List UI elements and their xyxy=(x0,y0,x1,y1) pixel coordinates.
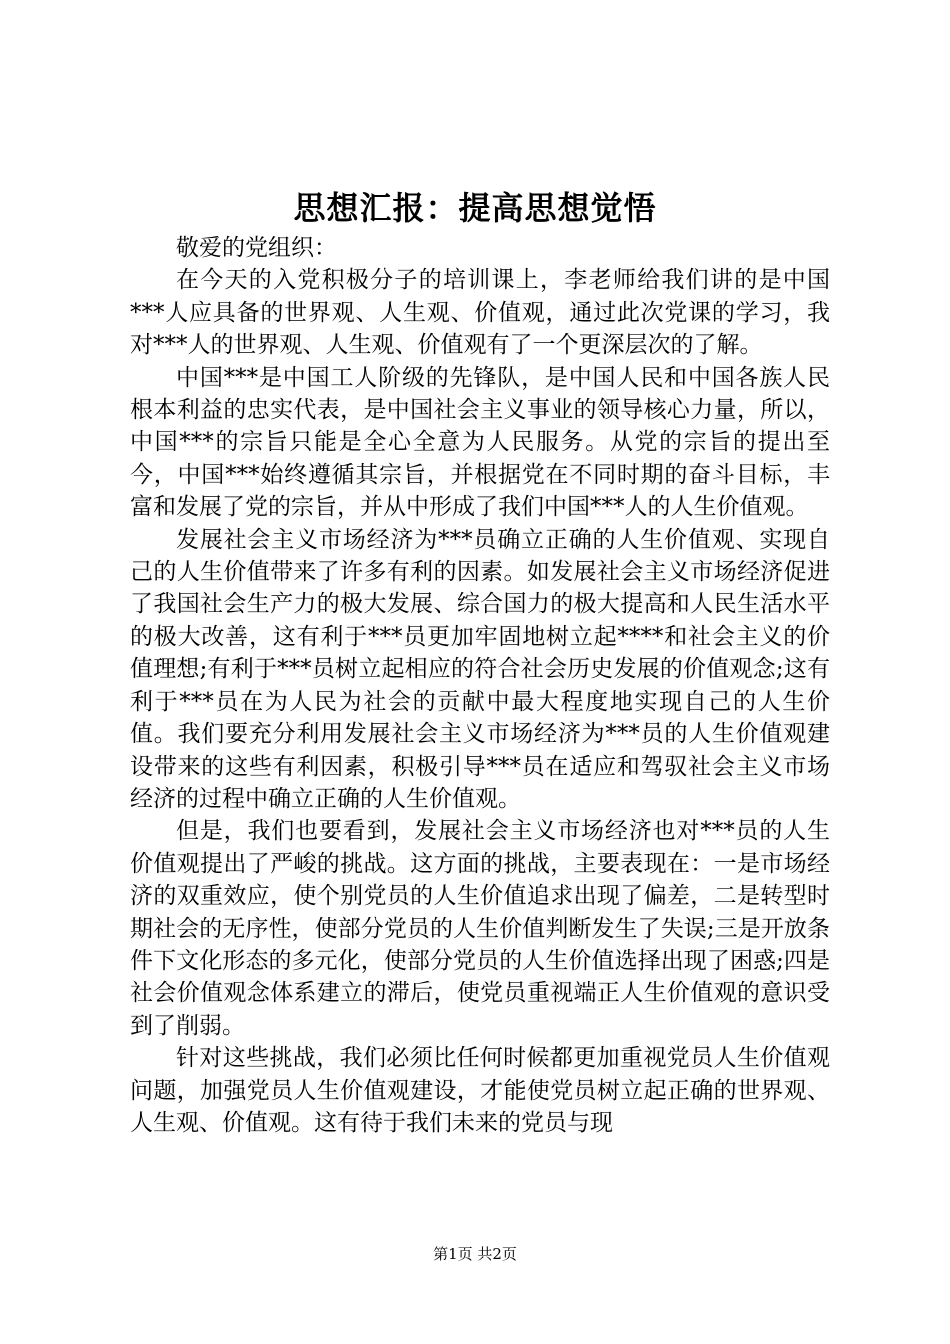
paragraph-5: 针对这些挑战，我们必须比任何时候都更加重视党员人生价值观问题，加强党员人生价值观建设，才能使党员树立起正确的世界观、人生观、价值观。这有待于我们未来的党员与现 xyxy=(130,1045,830,1136)
document-body xyxy=(130,232,830,1139)
paragraph-4: 但是，我们也要看到，发展社会主义市场经济也对***员的人生价值观提出了严峻的挑战。这方面的挑战，主要表现在：一是市场经济的双重效应，使个别党员的人生价值追求出现了偏差，二是转型时期社会的无序性，使部分党员的人生价值判断发生了失误;三是开放条件下文化形态的多元化，使部分党员的人生价值选择出现了困惑;四是社会价值观念体系建立的滞后，使党员重视端正人生价值观的意识受到了削弱。 xyxy=(130,818,830,1039)
page-number-footer: 第1页 共2页 xyxy=(433,1245,517,1263)
paragraph-2: 中国***是中国工人阶级的先锋队，是中国人民和中国各族人民根本利益的忠实代表，是中国社会主义事业的领导核心力量，所以，中国***的宗旨只能是全心全意为人民服务。从党的宗旨的提出至今，中国***始终遵循其宗旨，并根据党在不同时期的奋斗目标，丰富和发展了党的宗旨，并从中形成了我们中国***人的人生价值观。 xyxy=(130,364,830,521)
document-title: 思想汇报：提高思想觉悟 xyxy=(293,189,657,227)
paragraph-3: 发展社会主义市场经济为***员确立正确的人生价值观、实现自己的人生价值带来了许多有利的因素。如发展社会主义市场经济促进了我国社会生产力的极大发展、综合国力的极大提高和人民生活水平的极大改善，这有利于***员更加牢固地树立起****和社会主义的价值理想;有利于***员树立起相应的符合社会历史发展的价值观念;这有利于***员在为人民为社会的贡献中最大程度地实现自己的人生价值。我们要充分利用发展社会主义市场经济为***员的人生价值观建设带来的这些有利因素，积极引导***员在适应和驾驭社会主义市场经济的过程中确立正确的人生价值观。 xyxy=(130,526,830,812)
salutation: 敬爱的党组织： xyxy=(176,235,337,261)
paragraph-1: 在今天的入党积极分子的培训课上，李老师给我们讲的是中国***人应具备的世界观、人生观、价值观，通过此次党课的学习，我对***人的世界观、人生观、价值观有了一个更深层次的了解。 xyxy=(130,267,830,359)
